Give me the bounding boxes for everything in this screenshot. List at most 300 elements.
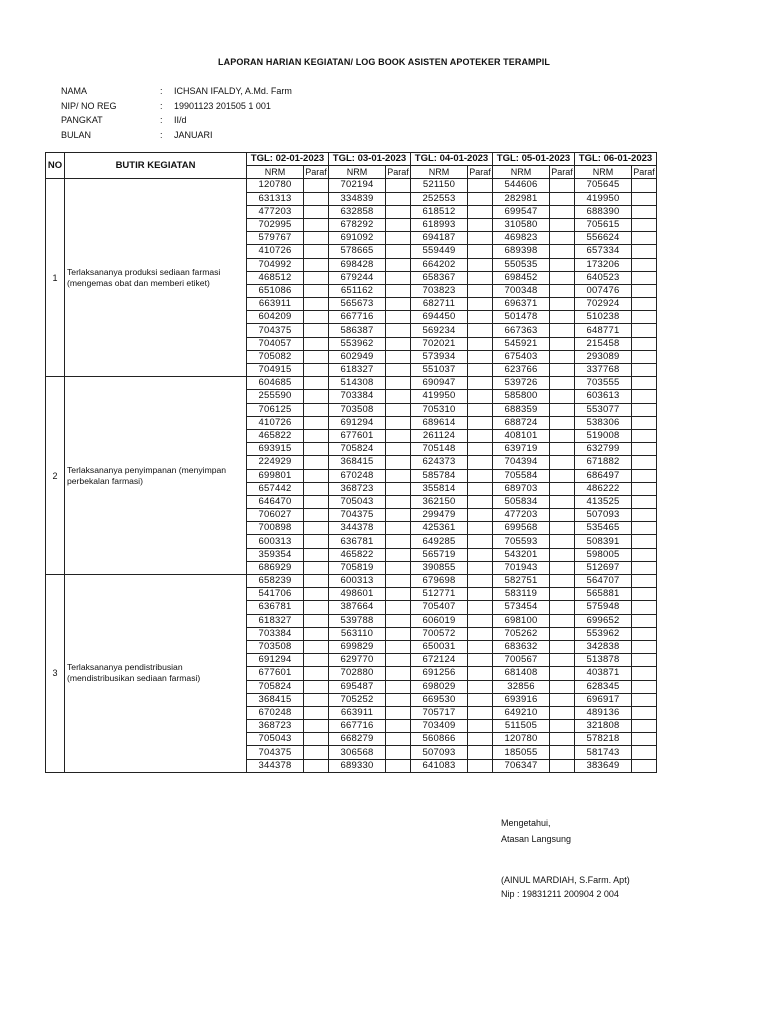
nrm-cell: 686929 xyxy=(247,561,304,574)
paraf-cell xyxy=(550,548,575,561)
nrm-cell: 556624 xyxy=(575,232,632,245)
nrm-cell: 362150 xyxy=(411,495,468,508)
nrm-cell: 383649 xyxy=(575,759,632,772)
paraf-cell xyxy=(632,667,657,680)
paraf-cell xyxy=(632,640,657,653)
nrm-cell: 691294 xyxy=(329,416,386,429)
paraf-cell xyxy=(304,245,329,258)
paraf-cell xyxy=(550,324,575,337)
paraf-cell xyxy=(550,377,575,390)
nrm-cell: 585784 xyxy=(411,469,468,482)
paraf-cell xyxy=(304,561,329,574)
nrm-cell: 511505 xyxy=(493,720,550,733)
nrm-cell: 636781 xyxy=(329,535,386,548)
paraf-cell xyxy=(386,746,411,759)
info-value: JANUARI xyxy=(174,129,213,140)
paraf-cell xyxy=(632,429,657,442)
nrm-cell: 663911 xyxy=(329,706,386,719)
table-row xyxy=(46,179,657,192)
paraf-cell xyxy=(386,640,411,653)
nrm-cell: 553962 xyxy=(329,337,386,350)
nrm-cell: 683632 xyxy=(493,640,550,653)
paraf-cell xyxy=(632,522,657,535)
paraf-cell xyxy=(550,759,575,772)
nrm-cell: 310580 xyxy=(493,218,550,231)
nrm-cell: 667716 xyxy=(329,720,386,733)
paraf-cell xyxy=(386,232,411,245)
paraf-header: Paraf xyxy=(633,167,655,178)
nrm-cell: 224929 xyxy=(247,456,304,469)
paraf-cell xyxy=(386,469,411,482)
paraf-cell xyxy=(468,258,493,271)
paraf-cell xyxy=(468,311,493,324)
paraf-cell xyxy=(550,232,575,245)
nrm-cell: 706125 xyxy=(247,403,304,416)
paraf-cell xyxy=(468,640,493,653)
nrm-cell: 408101 xyxy=(493,429,550,442)
nrm-cell: 669530 xyxy=(411,693,468,706)
nrm-cell: 344378 xyxy=(247,759,304,772)
paraf-cell xyxy=(550,284,575,297)
nrm-cell: 699829 xyxy=(329,640,386,653)
info-value: II/d xyxy=(174,115,187,125)
nrm-cell: 668279 xyxy=(329,733,386,746)
nrm-cell: 702880 xyxy=(329,667,386,680)
nrm-cell: 321808 xyxy=(575,720,632,733)
nrm-cell: 705615 xyxy=(575,218,632,231)
paraf-cell xyxy=(304,720,329,733)
nrm-cell: 501478 xyxy=(493,311,550,324)
nrm-cell: 505834 xyxy=(493,495,550,508)
paraf-cell xyxy=(304,205,329,218)
paraf-cell xyxy=(386,258,411,271)
nrm-cell: 703409 xyxy=(411,720,468,733)
nrm-cell: 553962 xyxy=(575,627,632,640)
paraf-cell xyxy=(550,575,575,588)
nrm-cell: 255590 xyxy=(247,390,304,403)
date-header: TGL: 03-01-2023 xyxy=(329,153,411,166)
nrm-cell: 688724 xyxy=(493,416,550,429)
paraf-cell xyxy=(468,443,493,456)
paraf-cell xyxy=(304,232,329,245)
nrm-cell: 538306 xyxy=(575,416,632,429)
paraf-cell xyxy=(386,759,411,772)
nrm-cell: 698428 xyxy=(329,258,386,271)
nrm-cell: 705082 xyxy=(247,350,304,363)
paraf-cell xyxy=(304,284,329,297)
paraf-cell xyxy=(632,680,657,693)
paraf-cell xyxy=(468,509,493,522)
nrm-cell: 507093 xyxy=(575,509,632,522)
paraf-cell xyxy=(386,509,411,522)
paraf-cell xyxy=(632,350,657,363)
paraf-cell xyxy=(304,218,329,231)
nrm-cell: 342838 xyxy=(575,640,632,653)
paraf-cell xyxy=(632,706,657,719)
nrm-cell: 703384 xyxy=(329,390,386,403)
paraf-cell xyxy=(304,654,329,667)
nrm-cell: 699568 xyxy=(493,522,550,535)
paraf-cell xyxy=(632,627,657,640)
paraf-cell xyxy=(304,706,329,719)
nrm-cell: 299479 xyxy=(411,509,468,522)
paraf-cell xyxy=(386,298,411,311)
nrm-cell: 390855 xyxy=(411,561,468,574)
info-row-nama xyxy=(61,84,292,99)
paraf-cell xyxy=(304,759,329,772)
paraf-cell xyxy=(550,680,575,693)
nrm-cell: 641083 xyxy=(411,759,468,772)
signatory-name: (AINUL MARDIAH, S.Farm. Apt) xyxy=(501,875,630,885)
nrm-cell: 618327 xyxy=(329,364,386,377)
nrm-cell: 465822 xyxy=(329,548,386,561)
nrm-cell: 603613 xyxy=(575,390,632,403)
nrm-cell: 575948 xyxy=(575,601,632,614)
paraf-cell xyxy=(468,179,493,192)
info-value: ICHSAN IFALDY, A.Md. Farm xyxy=(174,86,292,96)
nrm-cell: 664202 xyxy=(411,258,468,271)
paraf-cell xyxy=(550,416,575,429)
paraf-cell xyxy=(632,271,657,284)
nrm-cell: 705262 xyxy=(493,627,550,640)
paraf-cell xyxy=(632,403,657,416)
paraf-cell xyxy=(386,337,411,350)
nrm-cell: 564707 xyxy=(575,575,632,588)
paraf-cell xyxy=(386,667,411,680)
paraf-cell xyxy=(632,205,657,218)
paraf-cell xyxy=(632,720,657,733)
signature-line-2: Atasan Langsung xyxy=(501,834,572,844)
date-header: TGL: 05-01-2023 xyxy=(493,153,575,166)
paraf-cell xyxy=(550,192,575,205)
paraf-cell xyxy=(468,706,493,719)
paraf-cell xyxy=(304,601,329,614)
nrm-cell: 701943 xyxy=(493,561,550,574)
nrm-cell: 582751 xyxy=(493,575,550,588)
paraf-cell xyxy=(386,205,411,218)
nrm-cell: 623766 xyxy=(493,364,550,377)
nrm-cell: 700572 xyxy=(411,627,468,640)
nrm-cell: 704992 xyxy=(247,258,304,271)
paraf-cell xyxy=(632,179,657,192)
paraf-cell xyxy=(386,522,411,535)
paraf-cell xyxy=(386,575,411,588)
signature-line-1: Mengetahui, xyxy=(501,818,551,828)
nrm-cell: 702194 xyxy=(329,179,386,192)
nrm-cell: 691092 xyxy=(329,232,386,245)
paraf-cell xyxy=(468,627,493,640)
nrm-cell: 699547 xyxy=(493,205,550,218)
paraf-cell xyxy=(550,456,575,469)
paraf-cell xyxy=(468,614,493,627)
nrm-cell: 261124 xyxy=(411,429,468,442)
nrm-cell: 512771 xyxy=(411,588,468,601)
logbook-body xyxy=(46,179,657,772)
paraf-cell xyxy=(550,429,575,442)
paraf-cell xyxy=(468,416,493,429)
paraf-cell xyxy=(550,179,575,192)
nrm-cell: 703555 xyxy=(575,377,632,390)
paraf-cell xyxy=(304,324,329,337)
paraf-cell xyxy=(304,298,329,311)
nrm-cell: 465822 xyxy=(247,429,304,442)
paraf-cell xyxy=(550,627,575,640)
paraf-cell xyxy=(468,192,493,205)
paraf-cell xyxy=(632,298,657,311)
nrm-cell: 705407 xyxy=(411,601,468,614)
nrm-cell: 368415 xyxy=(247,693,304,706)
nrm-cell: 636781 xyxy=(247,601,304,614)
paraf-cell xyxy=(468,298,493,311)
paraf-cell xyxy=(632,759,657,772)
signatory-nip: Nip : 19831211 200904 2 004 xyxy=(501,889,619,899)
paraf-cell xyxy=(304,535,329,548)
paraf-cell xyxy=(468,588,493,601)
nrm-cell: 681408 xyxy=(493,667,550,680)
paraf-cell xyxy=(304,522,329,535)
paraf-cell xyxy=(468,693,493,706)
nrm-cell: 689703 xyxy=(493,482,550,495)
nrm-cell: 705819 xyxy=(329,561,386,574)
nrm-cell: 585800 xyxy=(493,390,550,403)
nrm-cell: 649210 xyxy=(493,706,550,719)
paraf-cell xyxy=(632,469,657,482)
paraf-cell xyxy=(468,324,493,337)
paraf-cell xyxy=(468,337,493,350)
paraf-cell xyxy=(468,456,493,469)
paraf-cell xyxy=(468,601,493,614)
paraf-cell xyxy=(550,654,575,667)
section-number: 2 xyxy=(46,377,65,575)
nrm-cell: 173206 xyxy=(575,258,632,271)
nrm-cell: 419950 xyxy=(411,390,468,403)
paraf-cell xyxy=(468,377,493,390)
paraf-cell xyxy=(386,456,411,469)
nrm-cell: 359354 xyxy=(247,548,304,561)
paraf-cell xyxy=(468,720,493,733)
paraf-cell xyxy=(386,324,411,337)
nrm-cell: 705584 xyxy=(493,469,550,482)
nrm-cell: 632858 xyxy=(329,205,386,218)
nrm-header: NRM xyxy=(493,166,550,179)
report-title: LAPORAN HARIAN KEGIATAN/ LOG BOOK ASISTEN APOTEKER TERAMPIL xyxy=(218,57,550,67)
paraf-cell xyxy=(550,522,575,535)
nrm-cell: 691256 xyxy=(411,667,468,680)
nrm-cell: 649285 xyxy=(411,535,468,548)
nrm-cell: 410726 xyxy=(247,245,304,258)
paraf-cell xyxy=(386,429,411,442)
paraf-cell xyxy=(304,548,329,561)
paraf-cell xyxy=(632,218,657,231)
paraf-cell xyxy=(386,271,411,284)
nrm-cell: 508391 xyxy=(575,535,632,548)
paraf-cell xyxy=(468,680,493,693)
nrm-cell: 618993 xyxy=(411,218,468,231)
nrm-cell: 543201 xyxy=(493,548,550,561)
paraf-cell xyxy=(632,746,657,759)
nrm-cell: 678292 xyxy=(329,218,386,231)
paraf-cell xyxy=(550,640,575,653)
paraf-cell xyxy=(386,192,411,205)
section-number: 3 xyxy=(46,575,65,773)
logbook-table xyxy=(45,152,657,773)
nrm-cell: 563110 xyxy=(329,627,386,640)
paraf-cell xyxy=(550,561,575,574)
date-header: TGL: 06-01-2023 xyxy=(575,153,657,166)
nrm-cell: 693915 xyxy=(247,443,304,456)
nrm-cell: 700898 xyxy=(247,522,304,535)
nrm-cell: 514308 xyxy=(329,377,386,390)
paraf-cell xyxy=(632,495,657,508)
paraf-cell xyxy=(468,390,493,403)
paraf-cell xyxy=(550,509,575,522)
paraf-cell xyxy=(304,443,329,456)
table-row xyxy=(46,575,657,588)
date-header: TGL: 02-01-2023 xyxy=(247,153,329,166)
nrm-cell: 413525 xyxy=(575,495,632,508)
nrm-cell: 519008 xyxy=(575,429,632,442)
paraf-cell xyxy=(304,495,329,508)
nrm-header: NRM xyxy=(411,166,468,179)
nrm-cell: 672124 xyxy=(411,654,468,667)
nrm-cell: 344378 xyxy=(329,522,386,535)
nrm-cell: 334839 xyxy=(329,192,386,205)
nrm-cell: 705148 xyxy=(411,443,468,456)
nrm-cell: 468512 xyxy=(247,271,304,284)
nrm-cell: 602949 xyxy=(329,350,386,363)
nrm-cell: 569234 xyxy=(411,324,468,337)
paraf-cell xyxy=(386,390,411,403)
paraf-cell xyxy=(386,443,411,456)
nrm-cell: 671882 xyxy=(575,456,632,469)
paraf-cell xyxy=(550,311,575,324)
nrm-cell: 667363 xyxy=(493,324,550,337)
nrm-cell: 553077 xyxy=(575,403,632,416)
paraf-cell xyxy=(468,522,493,535)
paraf-cell xyxy=(550,258,575,271)
nrm-cell: 578218 xyxy=(575,733,632,746)
paraf-cell xyxy=(550,245,575,258)
nrm-cell: 544606 xyxy=(493,179,550,192)
nrm-cell: 648771 xyxy=(575,324,632,337)
paraf-cell xyxy=(304,456,329,469)
nrm-cell: 573934 xyxy=(411,350,468,363)
paraf-cell xyxy=(386,218,411,231)
nrm-cell: 705043 xyxy=(247,733,304,746)
nrm-cell: 703823 xyxy=(411,284,468,297)
nrm-header: NRM xyxy=(247,166,304,179)
paraf-cell xyxy=(304,403,329,416)
paraf-cell xyxy=(304,693,329,706)
table-row xyxy=(46,377,657,390)
nrm-cell: 689330 xyxy=(329,759,386,772)
paraf-cell xyxy=(550,271,575,284)
paraf-cell xyxy=(632,482,657,495)
nrm-cell: 682711 xyxy=(411,298,468,311)
paraf-cell xyxy=(550,443,575,456)
nrm-cell: 691294 xyxy=(247,654,304,667)
nrm-cell: 694187 xyxy=(411,232,468,245)
nrm-cell: 704915 xyxy=(247,364,304,377)
nrm-cell: 387664 xyxy=(329,601,386,614)
paraf-cell xyxy=(550,535,575,548)
paraf-cell xyxy=(304,575,329,588)
paraf-cell xyxy=(468,350,493,363)
nrm-cell: 551037 xyxy=(411,364,468,377)
paraf-cell xyxy=(468,429,493,442)
nrm-cell: 703508 xyxy=(329,403,386,416)
nrm-cell: 639719 xyxy=(493,443,550,456)
nrm-cell: 658367 xyxy=(411,271,468,284)
paraf-cell xyxy=(386,693,411,706)
paraf-cell xyxy=(550,601,575,614)
paraf-cell xyxy=(550,482,575,495)
nrm-cell: 704375 xyxy=(329,509,386,522)
nrm-cell: 658239 xyxy=(247,575,304,588)
nrm-cell: 541706 xyxy=(247,588,304,601)
paraf-cell xyxy=(468,271,493,284)
nrm-cell: 507093 xyxy=(411,746,468,759)
no-header: NO xyxy=(46,153,65,179)
nrm-cell: 600313 xyxy=(329,575,386,588)
paraf-cell xyxy=(468,495,493,508)
paraf-cell xyxy=(304,482,329,495)
nrm-cell: 688359 xyxy=(493,403,550,416)
nrm-cell: 477203 xyxy=(493,509,550,522)
nrm-cell: 651162 xyxy=(329,284,386,297)
paraf-header: Paraf xyxy=(387,167,409,178)
info-label: PANGKAT xyxy=(61,115,103,125)
nrm-cell: 677601 xyxy=(329,429,386,442)
nrm-cell: 252553 xyxy=(411,192,468,205)
nrm-cell: 565881 xyxy=(575,588,632,601)
paraf-cell xyxy=(632,364,657,377)
paraf-cell xyxy=(304,429,329,442)
paraf-cell xyxy=(304,640,329,653)
paraf-cell xyxy=(632,416,657,429)
nrm-cell: 368723 xyxy=(329,482,386,495)
paraf-cell xyxy=(304,627,329,640)
nrm-cell: 293089 xyxy=(575,350,632,363)
nrm-cell: 368415 xyxy=(329,456,386,469)
nrm-cell: 698100 xyxy=(493,614,550,627)
paraf-cell xyxy=(632,733,657,746)
nrm-cell: 513878 xyxy=(575,654,632,667)
paraf-cell xyxy=(550,390,575,403)
nrm-cell: 606019 xyxy=(411,614,468,627)
nrm-cell: 695487 xyxy=(329,680,386,693)
nrm-cell: 705252 xyxy=(329,693,386,706)
nrm-cell: 337768 xyxy=(575,364,632,377)
nrm-cell: 583119 xyxy=(493,588,550,601)
nrm-cell: 521150 xyxy=(411,179,468,192)
paraf-cell xyxy=(386,614,411,627)
paraf-cell xyxy=(468,561,493,574)
nrm-cell: 705824 xyxy=(329,443,386,456)
paraf-cell xyxy=(632,548,657,561)
paraf-cell xyxy=(550,469,575,482)
nrm-cell: 419950 xyxy=(575,192,632,205)
nrm-cell: 704394 xyxy=(493,456,550,469)
nrm-cell: 604685 xyxy=(247,377,304,390)
nrm-cell: 512697 xyxy=(575,561,632,574)
nrm-cell: 704375 xyxy=(247,324,304,337)
paraf-cell xyxy=(304,390,329,403)
nrm-cell: 573454 xyxy=(493,601,550,614)
nrm-cell: 565719 xyxy=(411,548,468,561)
info-colon: : xyxy=(160,129,163,140)
paraf-cell xyxy=(386,377,411,390)
